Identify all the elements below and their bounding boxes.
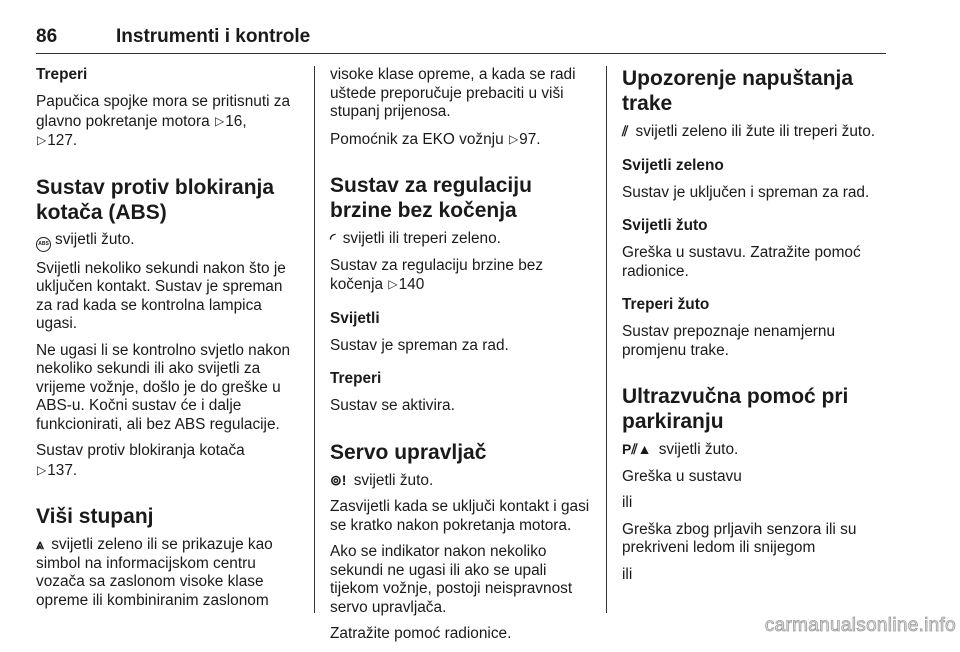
- paragraph: ⊚! svijetli žuto.: [330, 471, 434, 489]
- cross-reference-arrow-icon: ▷: [388, 277, 398, 291]
- paragraph: P⫽▲ svijetli žuto.: [622, 441, 739, 458]
- paragraph: Ako se indikator nakon nekoliko sekundi ne ugasi ili ako se upali tijekom vožnje, postoji neispravnost servo upravljača.: [330, 543, 573, 616]
- subheading-blink: Treperi žuto: [622, 296, 710, 313]
- paragraph: ⩓ svijetli zeleno ili se prikazuje kao simbol na informacijskom centru vozača sa zaslonom visoke klase opreme ili kombiniranim zaslonom: [36, 536, 273, 609]
- paragraph: ◜ svijetli ili treperi zeleno.: [330, 230, 501, 247]
- subheading-svijetli: Svijetli: [330, 309, 380, 327]
- paragraph: ili: [622, 565, 633, 583]
- section-heading-gear: Viši stupanj: [36, 505, 154, 528]
- paragraph: Sustav je uključen i spreman za rad.: [622, 183, 870, 201]
- paragraph: Pomoćnik za EKO vožnju ▷97.: [330, 130, 541, 148]
- section-heading-lane: Upozorenje napuštanja trake: [622, 67, 854, 115]
- page-reference[interactable]: 97.: [519, 130, 541, 148]
- column-1: [36, 66, 298, 618]
- cross-reference-arrow-icon: ▷: [508, 131, 519, 146]
- parking-sensor-icon: P⫽▲: [622, 441, 652, 457]
- running-title: Instrumenti i kontrole: [116, 26, 311, 47]
- paragraph: ili: [622, 494, 633, 511]
- subheading-yellow: Svijetli žuto: [622, 217, 708, 234]
- paragraph: Sustav se aktivira.: [330, 397, 455, 414]
- paragraph: Greška u sustavu. Zatražite pomoć radionice.: [622, 244, 861, 280]
- paragraph: Sustav za regulaciju brzine bez kočenja ▷140: [330, 256, 544, 293]
- paragraph: Zatražite pomoć radionice.: [330, 625, 512, 642]
- paragraph: ⫽ svijetli zeleno ili žute ili treperi žuto.: [622, 123, 876, 140]
- column-2: [330, 66, 593, 652]
- subheading-treperi: Treperi: [330, 370, 382, 387]
- cross-reference-arrow-icon: ▷: [214, 113, 225, 128]
- section-heading-cruise: Sustav za regulaciju brzine bez kočenja: [330, 174, 532, 222]
- paragraph: Sustav prepoznaje nenamjernu promjenu trake.: [622, 323, 836, 359]
- abs-warning-icon: ABS: [36, 237, 51, 252]
- column-divider: [314, 66, 315, 613]
- paragraph: Sustav je spreman za rad.: [330, 336, 509, 354]
- column-divider: [606, 66, 607, 613]
- steering-wheel-warning-icon: ⊚!: [330, 471, 347, 488]
- paragraph: ABS svijetli žuto.: [36, 231, 298, 252]
- paragraph: Papučica spojke mora se pritisnuti za glavno pokretanje motora ▷16, ▷127.: [36, 93, 291, 149]
- paragraph: Greška zbog prljavih senzora ili su prekriveni ledom ili snijegom: [622, 520, 857, 556]
- subheading-green: Svijetli zeleno: [622, 156, 724, 174]
- paragraph: Sustav protiv blokiranja kotača ▷137.: [36, 442, 245, 479]
- paragraph: Ne ugasi li se kontrolno svjetlo nakon nekoliko sekundi ili ako svijetli za vrijeme vožnje, došlo je do greške u ABS-u. Kočni sustav će i dalje funkcionirati, ali bez ABS regulacije.: [36, 341, 291, 433]
- page-reference[interactable]: 140: [398, 276, 425, 293]
- section-heading-parking: Ultrazvučna pomoć pri parkiranju: [622, 385, 849, 433]
- speedometer-icon: ◜: [330, 230, 336, 246]
- subheading-treperi: Treperi: [36, 66, 88, 83]
- section-heading-abs: Sustav protiv blokiranja kotača (ABS): [36, 175, 275, 224]
- paragraph: Svijetli nekoliko sekundi nakon što je uključen kontakt. Sustav je spreman za rad kada se kontrolna lampica ugasi.: [36, 259, 286, 332]
- upshift-icon: ⩓: [36, 536, 44, 552]
- paragraph: visoke klase opreme, a kada se radi uštede preporučuje prebaciti u viši stupanj prijenosa.: [330, 66, 576, 120]
- watermark: carmanualsonline.info: [764, 615, 956, 636]
- page-reference[interactable]: 16,: [225, 112, 247, 130]
- page-number: 86: [36, 26, 58, 47]
- column-3: [622, 66, 886, 592]
- lane-departure-icon: ⫽: [622, 123, 629, 139]
- page-reference[interactable]: 137.: [47, 461, 78, 479]
- page-header: [36, 27, 886, 54]
- section-heading-servo: Servo upravljač: [330, 440, 487, 464]
- cross-reference-arrow-icon: ▷: [37, 462, 47, 477]
- page-reference[interactable]: 127.: [47, 132, 78, 149]
- paragraph: Greška u sustavu: [622, 467, 742, 485]
- cross-reference-arrow-icon: ▷: [37, 133, 47, 147]
- paragraph: Zasvijetli kada se uključi kontakt i gasi se kratko nakon pokretanja motora.: [330, 498, 590, 534]
